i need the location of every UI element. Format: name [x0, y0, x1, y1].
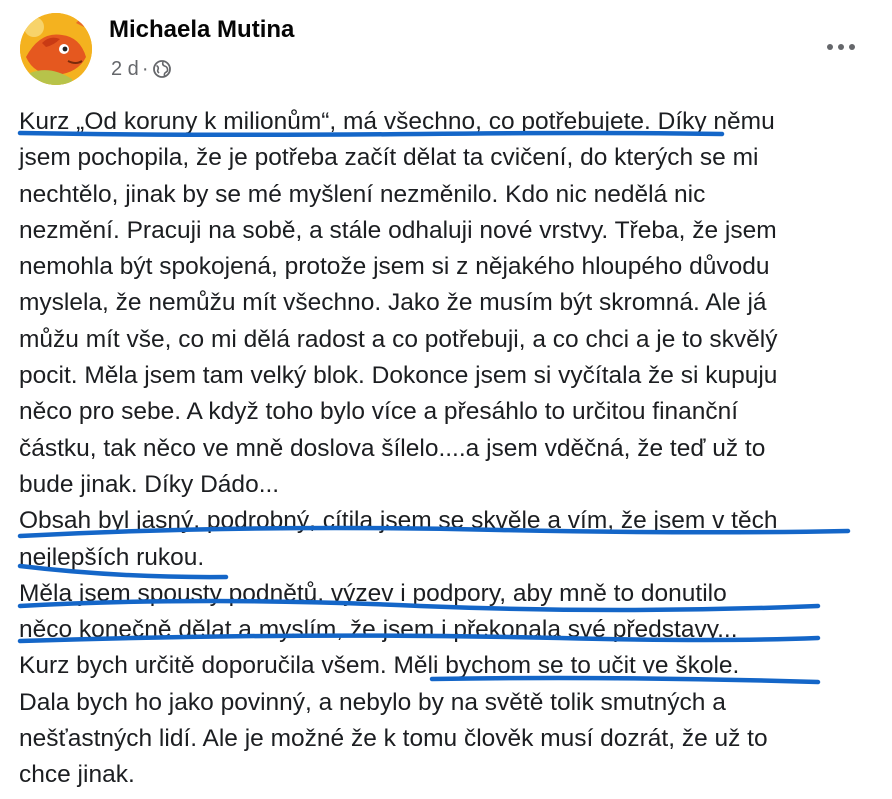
meta-separator: ·: [141, 57, 149, 80]
post-text-line: Kurz bych určitě doporučila všem. Měli bychom se to učit ve škole.: [19, 652, 740, 680]
post-text: [19, 104, 879, 794]
post-text-line: Obsah byl jasný, podrobný, cítila jsem se skvěle a vím, že jsem v těch: [19, 507, 778, 535]
post-text-line: nemohla být spokojená, protože jsem si z nějakého hloupého důvodu: [19, 253, 770, 281]
post-text-line: Dala bych ho jako povinný, a nebylo by na světě tolik smutných a: [19, 688, 726, 716]
post-text-line: něco konečně dělat a myslím, že jsem i překonala své představy...: [19, 616, 738, 644]
post-meta: [111, 56, 172, 82]
post-text-line: pocit. Měla jsem tam velký blok. Dokonce jsem si vyčítala že si kupuju: [19, 362, 778, 390]
avatar[interactable]: [20, 13, 92, 85]
post-text-line: chce jinak.: [19, 761, 135, 789]
post-text-line: nechtělo, jinak by se mé myšlení nezměnilo. Kdo nic nedělá nic: [19, 180, 706, 208]
post-text-line: myslela, že nemůžu mít všechno. Jako že musím být skromná. Ale já: [19, 289, 767, 317]
post-text-line: nejlepších rukou.: [19, 543, 205, 571]
post-text-line: něco pro sebe. A když toho bylo více a přesáhlo to určitou finanční: [19, 398, 739, 426]
post-text-line: nezmění. Pracuji na sobě, a stále odhaluji nové vrstvy. Třeba, že jsem: [19, 216, 777, 244]
globe-icon[interactable]: [152, 59, 172, 79]
author-name[interactable]: Michaela Mutina: [109, 16, 295, 43]
more-options-button[interactable]: [818, 32, 864, 62]
avatar-image: [20, 13, 92, 85]
post-text-line: můžu mít vše, co mi dělá radost a co potřebuji, a co chci a je to skvělý: [19, 325, 778, 353]
post-text-line: částku, tak něco ve mně doslova šílelo....a jsem vděčná, že teď už to: [19, 434, 766, 462]
more-dots-icon: [821, 41, 861, 53]
post-text-line: bude jinak. Díky Dádo...: [19, 470, 280, 498]
post-text-line: Měla jsem spousty podnětů, výzev i podpory, aby mně to donutilo: [19, 579, 727, 607]
post-text-line: jsem pochopila, že je potřeba začít dělat ta cvičení, do kterých se mi: [19, 144, 759, 172]
post-text-line: nešťastných lidí. Ale je možné že k tomu člověk musí dozrát, že už to: [19, 725, 768, 753]
post-time[interactable]: 2 d: [111, 57, 139, 80]
post-text-line: Kurz „Od koruny k milionům“, má všechno, co potřebujete. Díky němu: [19, 108, 775, 135]
